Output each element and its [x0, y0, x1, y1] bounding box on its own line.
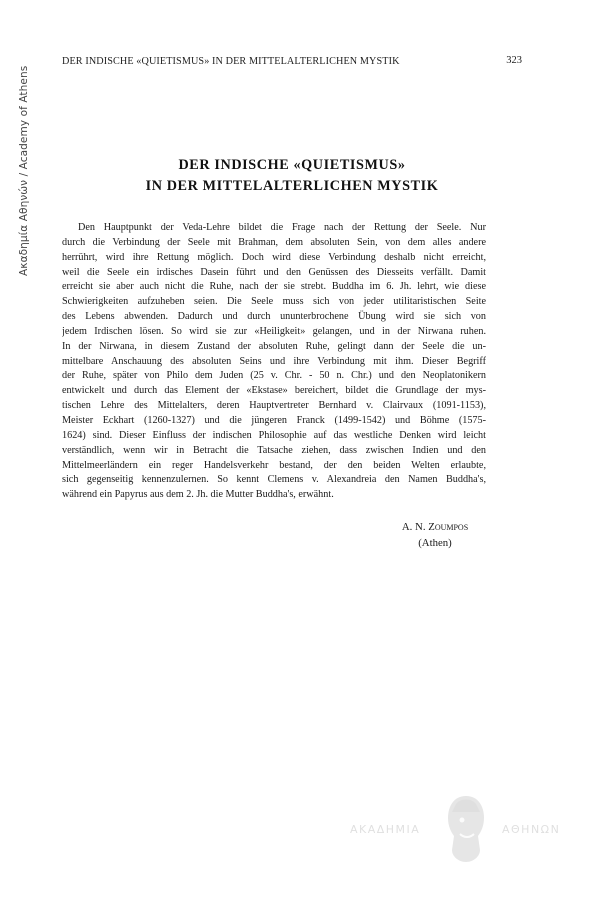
academy-watermark: [340, 790, 570, 870]
body-line: verständlich, wenn wir in Betracht die Tatsache ziehen, dass zwischen Indien und den: [62, 444, 486, 456]
body-line: durch die Verbindung der Seele mit Brahman, dem absoluten Sein, von dem alles andere: [62, 236, 486, 248]
body-line: Schwierigkeiten aufzuheben seien. Die Seele muss sich von jeder utilitaristischen Seite: [62, 296, 486, 308]
watermark-left-text: ΑΚΑΔΗΜΙΑ: [350, 823, 421, 836]
body-line: In der Nirwana, in diesem Zustand der absoluten Ruhe, gelingt dann der Seele die un-: [62, 340, 486, 352]
article-title: [62, 155, 522, 197]
running-head-title: DER INDISCHE «QUIETISMUS» IN DER MITTELALTERLICHEN MYSTIK: [62, 56, 400, 67]
body-line: herrührt, wird ihre Rettung möglich. Doch wird diese Verbindung deshalb nicht erreicht,: [62, 251, 486, 263]
signature-block: [380, 519, 490, 551]
body-line: des Lebens abwenden. Dadurch und durch ununterbrochene Übung wird sie sich von: [62, 311, 486, 323]
body-line: tischen Lehre des Mittelalters, deren Hauptvertreter Bernhard v. Clairvaux (1091-1153),: [62, 400, 486, 412]
body-line: 1624) sind. Dieser Einfluss der indischen Philosophie auf das westliche Denken wird leicht: [62, 429, 486, 441]
author-location: (Athen): [418, 537, 452, 549]
body-line: Den Hauptpunkt der Veda-Lehre bildet die Frage nach der Rettung der Seele. Nur: [78, 222, 486, 233]
body-line: sich gegenseitig kennenzulernen. So kennt Clemens v. Alexandreia den Namen Buddha's,: [62, 474, 486, 486]
body-line: mittelbare Anschauung des absoluten Seins und ihre Verbindung mit ihm. Dieser Begriff: [62, 355, 486, 367]
body-line: jedem Irdischen lösen. So wird sie zur «Heiligkeit» gelangen, und in der Nirwana ruhen.: [62, 325, 486, 337]
body-line: Meister Eckhart (1260-1327) und die jüngeren Franck (1499-1542) und Böhme (1575-: [62, 414, 486, 426]
body-line: während ein Papyrus aus dem 2. Jh. die Mutter Buddha's, erwähnt.: [62, 489, 334, 501]
archive-side-label: Ακαδημία Αθηνών / Academy of Athens: [18, 65, 30, 276]
body-line: erreicht sie aber auch nicht die Ruhe, nach der sie strebt. Buddha im 6. Jh. lehrt, wie diese: [62, 281, 486, 293]
article-body: [62, 221, 486, 503]
body-line: entwickelt und durch das Element der «Ekstase» bereichert, bildet die Grundlage der mys-: [62, 385, 486, 397]
author-name: A. N. Zoumpos: [401, 521, 469, 533]
body-line: weil die Seele ein irdisches Dasein führt und den Genüssen des Diesseits verfällt. Damit: [62, 266, 486, 278]
watermark-right-text: ΑΘΗΝΩΝ: [502, 823, 561, 836]
page-number: 323: [506, 55, 522, 66]
body-line: Mittelmeerländern ein reger Handelsverkehr bestand, der den beiden Welten erlaubte,: [62, 459, 486, 471]
body-line: der Ruhe, später von Philo dem Juden (25 v. Chr. - 50 n. Chr.) und den Neoplatonikern: [62, 370, 486, 382]
article-title-line-2: IN DER MITTELALTERLICHEN MYSTIK: [145, 178, 439, 194]
article-title-line-1: DER INDISCHE «QUIETISMUS»: [178, 157, 406, 173]
athena-head-icon: [440, 790, 492, 870]
